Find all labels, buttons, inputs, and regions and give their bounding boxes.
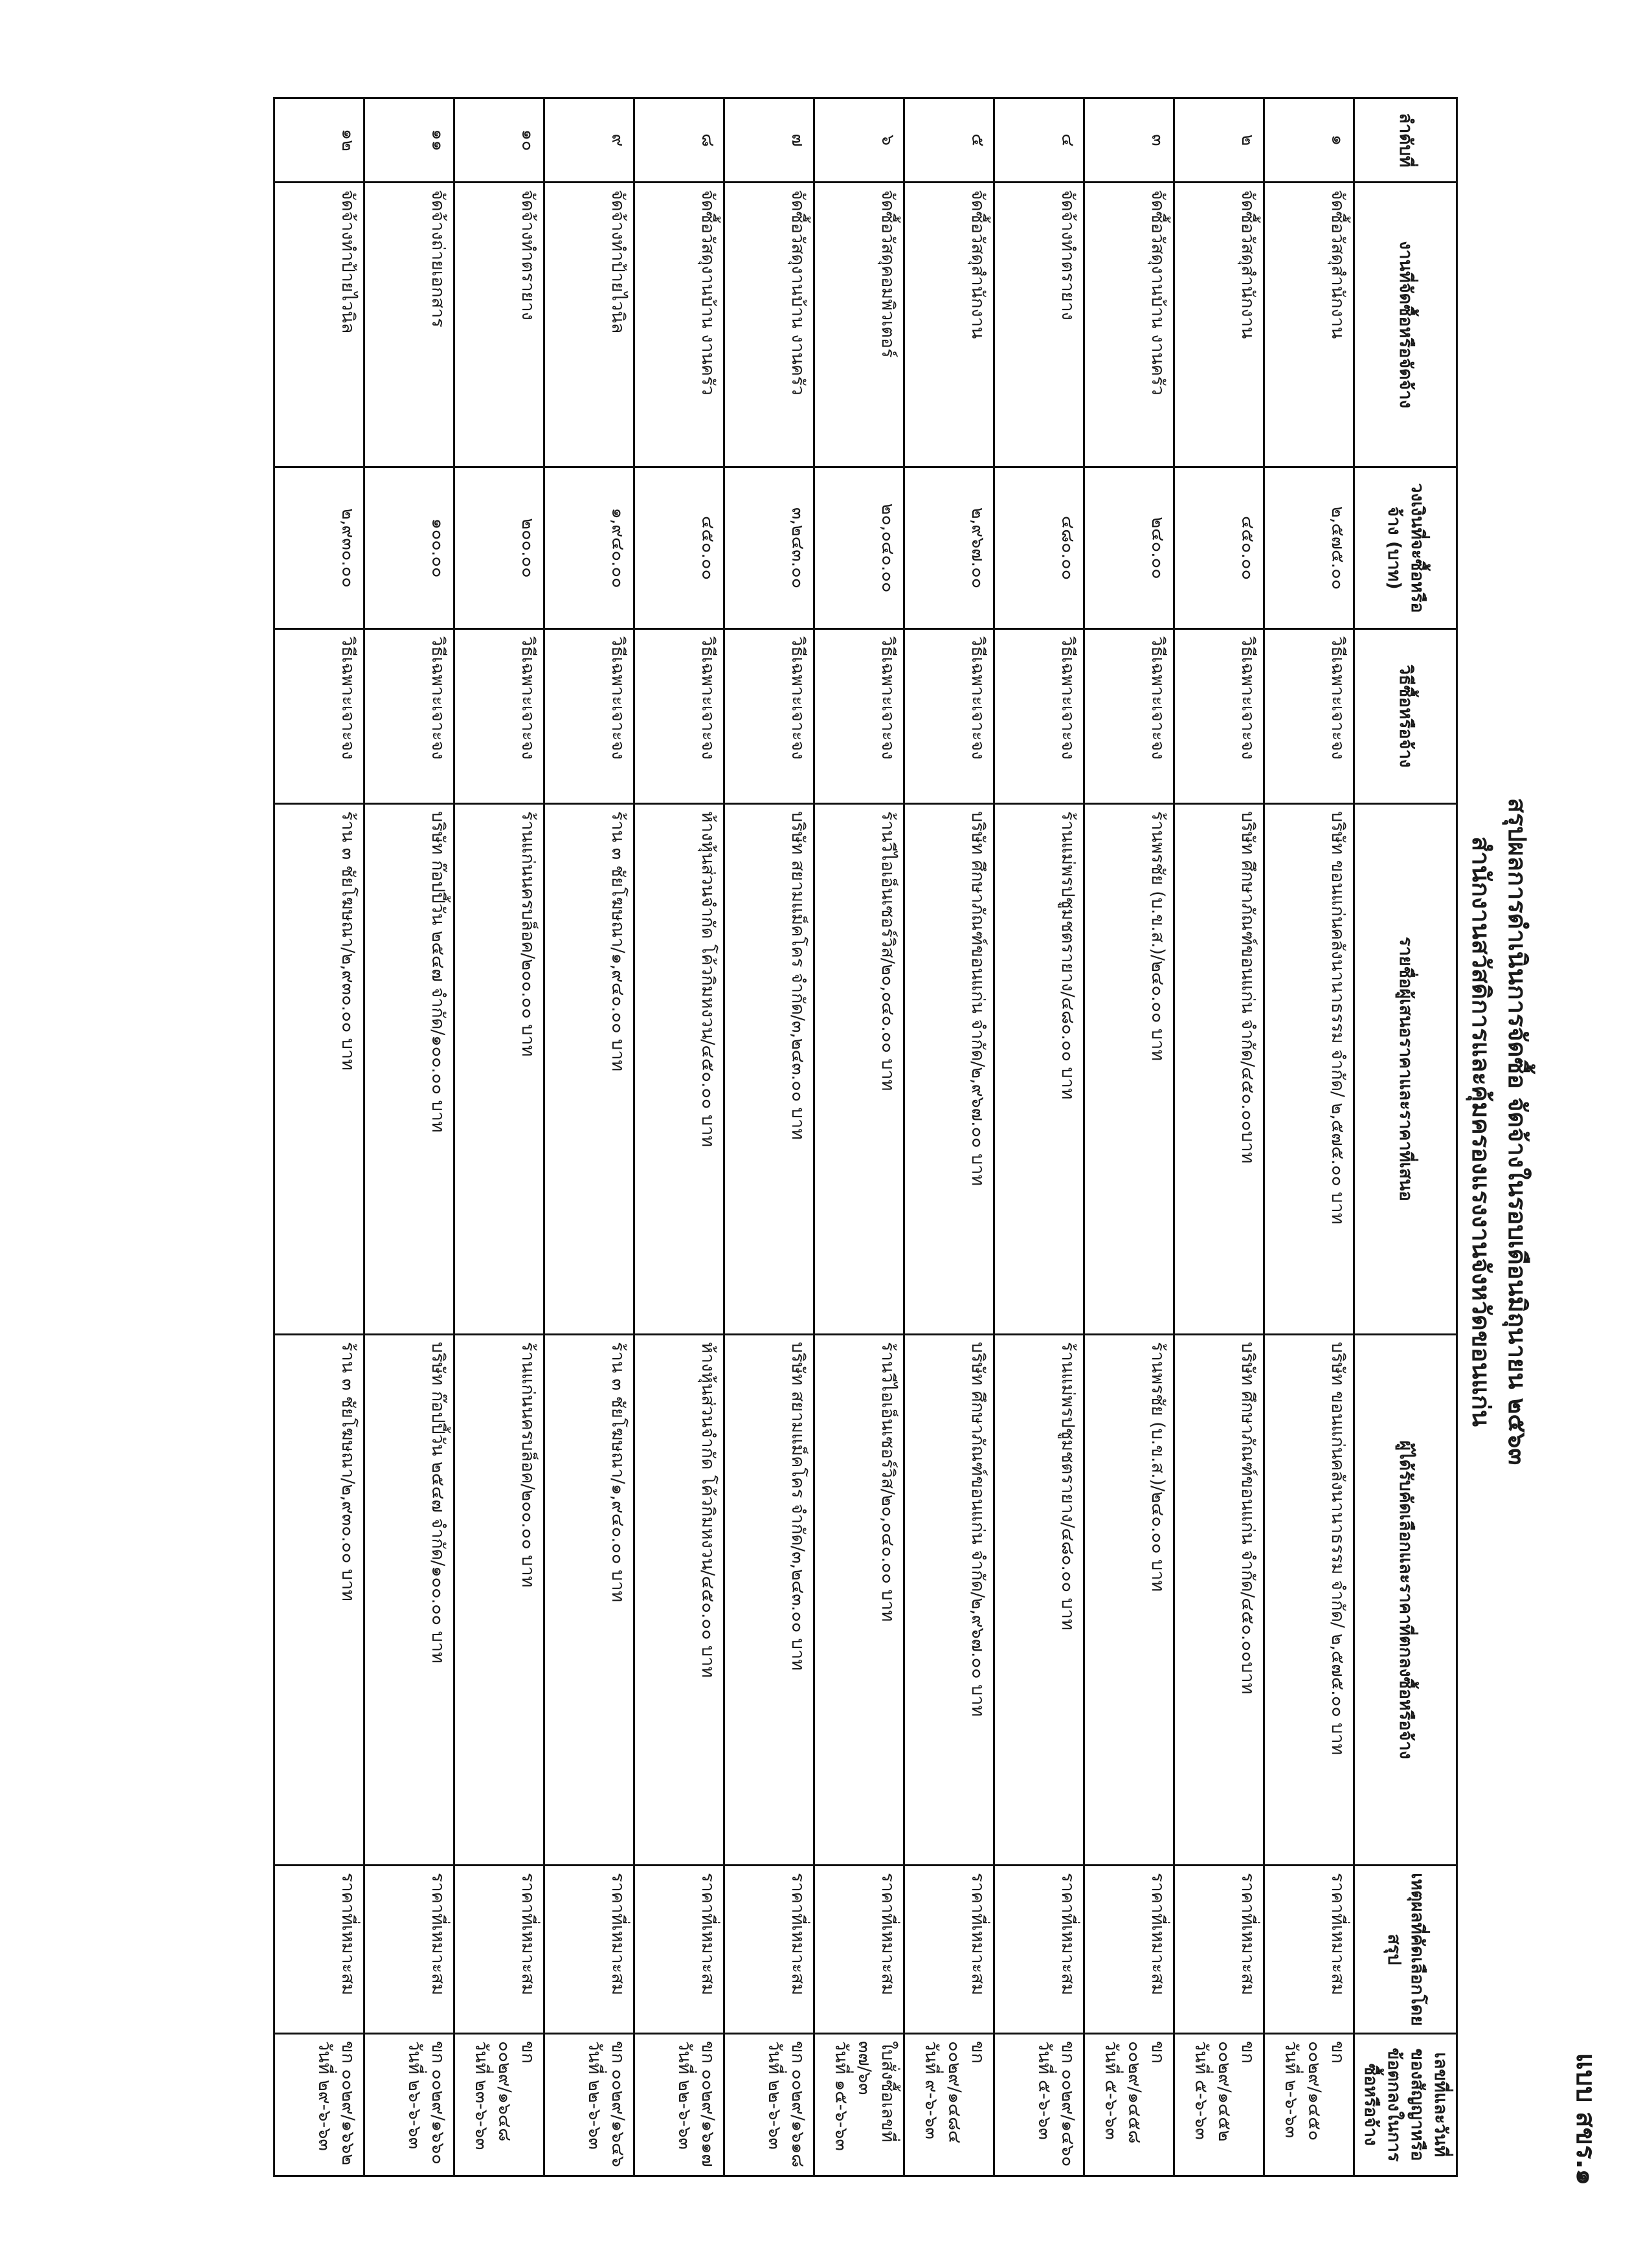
contract-cell — [1264, 2034, 1354, 2176]
procurement-method-cell: วิธีเฉพาะเจาะจง — [454, 629, 544, 804]
selection-reason-cell: ราคาที่เหมาะสม — [454, 1866, 544, 2034]
row-number-cell: ๗ — [724, 98, 814, 183]
contract-date: วันที่ ๒๓-๖-๖๓ — [471, 2041, 491, 2150]
contract-date: วันที่ ๒๒-๖-๖๓ — [585, 2041, 605, 2150]
table-row — [724, 98, 814, 2176]
table-row — [364, 98, 454, 2176]
selected-vendor-cell: บริษัท ขอนแก่นคลังนานาธรรม จำกัด/ ๒,๕๗๕.๐๐ บาท — [1264, 1335, 1354, 1866]
budget-cell: ๔๕๐.๐๐ — [1174, 467, 1264, 629]
row-number-cell: ๒ — [1174, 98, 1264, 183]
procurement-method-cell: วิธีเฉพาะเจาะจง — [364, 629, 454, 804]
selected-vendor-cell: บริษัท ก๊อปปี้วัน ๒๕๔๗ จำกัด/๑๐๐.๐๐ บาท — [364, 1335, 454, 1866]
selected-vendor-cell: บริษัท สยามแม็คโคร จำกัด/๓,๒๔๓.๐๐ บาท — [724, 1335, 814, 1866]
selection-reason-cell: ราคาที่เหมาะสม — [544, 1866, 634, 2034]
row-number-cell: ๑๐ — [454, 98, 544, 183]
table-row — [274, 98, 364, 2176]
budget-cell: ๒๐๐.๐๐ — [454, 467, 544, 629]
table-row — [904, 98, 994, 2176]
bidders-cell: บริษัท ก๊อปปี้วัน ๒๕๔๗ จำกัด/๑๐๐.๐๐ บาท — [364, 804, 454, 1335]
table-row — [544, 98, 634, 2176]
work-item-cell: จัดจ้างถ่ายเอกสาร — [364, 183, 454, 467]
work-item-cell: จัดซื้อวัสดุคอมพิวเตอร์ — [814, 183, 904, 467]
contract-number: ขก ๐๐๒๙/๑๖๔๘ — [495, 2041, 538, 2142]
contract-number: ขก ๐๐๒๙/๑๔๕๒ — [1214, 2041, 1258, 2142]
table-row — [994, 98, 1084, 2176]
header-work: งานที่จัดซื้อหรือจัดจ้าง — [1354, 183, 1457, 467]
row-number-cell: ๘ — [634, 98, 724, 183]
budget-cell: ๒,๙๓๐.๐๐ — [274, 467, 364, 629]
work-item-cell: จัดซื้อวัสดุสำนักงาน — [904, 183, 994, 467]
procurement-method-cell: วิธีเฉพาะเจาะจง — [994, 629, 1084, 804]
selected-vendor-cell: ร้านพรชัย (บ.ข.ส.)/๒๔๐.๐๐ บาท — [1084, 1335, 1174, 1866]
contract-cell — [274, 2034, 364, 2176]
budget-cell: ๑,๙๔๐.๐๐ — [544, 467, 634, 629]
table-row — [634, 98, 724, 2176]
procurement-method-cell: วิธีเฉพาะเจาะจง — [724, 629, 814, 804]
work-item-cell: จัดซื้อวัสดุงานบ้าน งานครัว — [634, 183, 724, 467]
budget-cell: ๔๘๐.๐๐ — [994, 467, 1084, 629]
contract-number: ขก ๐๐๒๙/๑๖๔๖ — [608, 2041, 628, 2167]
work-item-cell: จัดจ้างทำป้ายไวนิล — [274, 183, 364, 467]
selected-vendor-cell: ห้างหุ้นส่วนจำกัด โค้วกิมหงวน/๔๕๐.๐๐ บาท — [634, 1335, 724, 1866]
bidders-cell: ร้านแก่นนครบล็อค/๒๐๐.๐๐ บาท — [454, 804, 544, 1335]
selected-vendor-cell: ร้านแก่นนครบล็อค/๒๐๐.๐๐ บาท — [454, 1335, 544, 1866]
selected-vendor-cell: ร้าน ๓ ชัยโฆษณา/๑,๙๔๐.๐๐ บาท — [544, 1335, 634, 1866]
selection-reason-cell: ราคาที่เหมาะสม — [274, 1866, 364, 2034]
contract-date: วันที่ ๙-๖-๖๓ — [921, 2041, 941, 2139]
contract-cell — [634, 2034, 724, 2176]
contract-cell — [1174, 2034, 1264, 2176]
title-line-1: สรุปผลการดำเนินการจัดซื้อ จัดจ้างในรอบเดือนมิถุนายน ๒๕๖๓ — [1503, 797, 1532, 1466]
budget-cell: ๒,๕๗๕.๐๐ — [1264, 467, 1354, 629]
contract-cell — [904, 2034, 994, 2176]
row-number-cell: ๕ — [904, 98, 994, 183]
work-item-cell: จัดซื้อวัสดุสำนักงาน — [1264, 183, 1354, 467]
contract-date: วันที่ ๒๖-๖-๖๓ — [405, 2041, 425, 2150]
procurement-method-cell: วิธีเฉพาะเจาะจง — [1174, 629, 1264, 804]
selected-vendor-cell: บริษัท ศึกษาภัณฑ์ขอนแก่น จำกัด/๒,๙๖๗.๐๐ บาท — [904, 1335, 994, 1866]
header-bidders: รายชื่อผู้เสนอราคาและราคาที่เสนอ — [1354, 804, 1457, 1335]
budget-cell: ๓,๒๔๓.๐๐ — [724, 467, 814, 629]
work-item-cell: จัดซื้อวัสดุงานบ้าน งานครัว — [1084, 183, 1174, 467]
contract-date: วันที่ ๒๒-๖-๖๓ — [675, 2041, 695, 2150]
header-reason: เหตุผลที่คัดเลือกโดยสรุป — [1354, 1866, 1457, 2034]
table-header-row — [1354, 98, 1457, 2176]
header-budget: วงเงินที่จะซื้อหรือจ้าง (บาท) — [1354, 467, 1457, 629]
bidders-cell: บริษัท ขอนแก่นคลังนานาธรรม จำกัด/ ๒,๕๗๕.๐๐ บาท — [1264, 804, 1354, 1335]
row-number-cell: ๖ — [814, 98, 904, 183]
selected-vendor-cell: ร้านแม่พรปชูมชตรายาง/๔๘๐.๐๐ บาท — [994, 1335, 1084, 1866]
bidders-cell: ร้าน ๓ ชัยโฆษณา/๑,๙๔๐.๐๐ บาท — [544, 804, 634, 1335]
procurement-method-cell: วิธีเฉพาะเจาะจง — [634, 629, 724, 804]
table-row — [1174, 98, 1264, 2176]
header-contract: เลขที่และวันที่ของสัญญาหรือข้อตกลงในการซื้อหรือจ้าง — [1354, 2034, 1457, 2176]
budget-cell: ๒๐,๐๔๐.๐๐ — [814, 467, 904, 629]
work-item-cell: จัดจ้างทำตรายาง — [994, 183, 1084, 467]
title-line-2: สำนักงานสวัสดิการและคุ้มครองแรงงานจังหวัดขอนแก่น — [1467, 836, 1495, 1427]
row-number-cell: ๑๒ — [274, 98, 364, 183]
row-number-cell: ๔ — [994, 98, 1084, 183]
header-winner: ผู้ได้รับคัดเลือกและราคาที่ตกลงซื้อหรือจ้าง — [1354, 1335, 1457, 1866]
row-number-cell: ๑๑ — [364, 98, 454, 183]
contract-date: วันที่ ๒๙-๖-๖๓ — [315, 2041, 335, 2151]
contract-date: วันที่ ๑๕-๖-๖๓ — [831, 2041, 851, 2151]
contract-cell — [544, 2034, 634, 2176]
document-title — [1463, 0, 1535, 2263]
budget-cell: ๔๕๐.๐๐ — [634, 467, 724, 629]
procurement-method-cell: วิธีเฉพาะเจาะจง — [544, 629, 634, 804]
bidders-cell: ร้านพรชัย (บ.ข.ส.)/๒๔๐.๐๐ บาท — [1084, 804, 1174, 1335]
contract-cell — [364, 2034, 454, 2176]
contract-cell — [1084, 2034, 1174, 2176]
header-method: วิธีซื้อหรือจ้าง — [1354, 629, 1457, 804]
table-row — [1264, 98, 1354, 2176]
budget-cell: ๒๔๐.๐๐ — [1084, 467, 1174, 629]
contract-number: ขก ๐๐๒๙/๑๔๕๐ — [1304, 2041, 1348, 2141]
contract-number: ขก ๐๐๒๙/๑๖๑๗ — [698, 2041, 718, 2167]
contract-date: วันที่ ๕-๖-๖๓ — [1191, 2041, 1211, 2140]
table-row — [454, 98, 544, 2176]
bidders-cell: บริษัท ศึกษาภัณฑ์ขอนแก่น จำกัด/๒,๙๖๗.๐๐ บาท — [904, 804, 994, 1335]
bidders-cell: ร้านวีไอเอ็นเซอร์วิส/๒๐,๐๔๐.๐๐ บาท — [814, 804, 904, 1335]
header-no: ลำดับที่ — [1354, 98, 1457, 183]
selected-vendor-cell: บริษัท ศึกษาภัณฑ์ขอนแก่น จำกัด/๔๕๐.๐๐บาท — [1174, 1335, 1264, 1866]
selection-reason-cell: ราคาที่เหมาะสม — [364, 1866, 454, 2034]
contract-date: วันที่ ๒-๖-๖๓ — [1281, 2041, 1301, 2139]
contract-date: วันที่ ๕-๖-๖๓ — [1034, 2041, 1055, 2140]
row-number-cell: ๙ — [544, 98, 634, 183]
procurement-method-cell: วิธีเฉพาะเจาะจง — [1264, 629, 1354, 804]
table-row — [814, 98, 904, 2176]
contract-number: ขก ๐๐๒๙/๑๔๖๐ — [1058, 2041, 1078, 2167]
contract-number: ขก ๐๐๒๙/๑๔๕๘ — [1124, 2041, 1168, 2144]
selected-vendor-cell: ร้าน ๓ ชัยโฆษณา/๒,๙๓๐.๐๐ บาท — [274, 1335, 364, 1866]
selection-reason-cell: ราคาที่เหมาะสม — [724, 1866, 814, 2034]
procurement-method-cell: วิธีเฉพาะเจาะจง — [904, 629, 994, 804]
procurement-method-cell: วิธีเฉพาะเจาะจง — [274, 629, 364, 804]
bidders-cell: บริษัท ศึกษาภัณฑ์ขอนแก่น จำกัด/๔๕๐.๐๐บาท — [1174, 804, 1264, 1335]
budget-cell: ๑๐๐.๐๐ — [364, 467, 454, 629]
selection-reason-cell: ราคาที่เหมาะสม — [994, 1866, 1084, 2034]
row-number-cell: ๓ — [1084, 98, 1174, 183]
bidders-cell: ร้าน ๓ ชัยโฆษณา/๒,๙๓๐.๐๐ บาท — [274, 804, 364, 1335]
selection-reason-cell: ราคาที่เหมาะสม — [814, 1866, 904, 2034]
work-item-cell: จัดจ้างทำตรายาง — [454, 183, 544, 467]
selection-reason-cell: ราคาที่เหมาะสม — [1174, 1866, 1264, 2034]
procurement-method-cell: วิธีเฉพาะเจาะจง — [1084, 629, 1174, 804]
work-item-cell: จัดซื้อวัสดุงานบ้าน งานครัว — [724, 183, 814, 467]
selection-reason-cell: ราคาที่เหมาะสม — [1084, 1866, 1174, 2034]
bidders-cell: ห้างหุ้นส่วนจำกัด โค้วกิมหงวน/๔๕๐.๐๐ บาท — [634, 804, 724, 1335]
contract-cell — [724, 2034, 814, 2176]
procurement-method-cell: วิธีเฉพาะเจาะจง — [814, 629, 904, 804]
table-row — [1084, 98, 1174, 2176]
contract-number: ขก ๐๐๒๙/๑๔๘๔ — [944, 2041, 988, 2144]
contract-cell — [994, 2034, 1084, 2176]
contract-number: ขก ๐๐๒๙/๑๖๖๐ — [428, 2041, 448, 2165]
form-code: แบบ สขร.๑ — [1570, 2053, 1600, 2185]
selected-vendor-cell: ร้านวีไอเอ็นเซอร์วิส/๒๐,๐๔๐.๐๐ บาท — [814, 1335, 904, 1866]
contract-cell — [814, 2034, 904, 2176]
selection-reason-cell: ราคาที่เหมาะสม — [1264, 1866, 1354, 2034]
contract-date: วันที่ ๒๒-๖-๖๓ — [765, 2041, 785, 2150]
bidders-cell: บริษัท สยามแม็คโคร จำกัด/๓,๒๔๓.๐๐ บาท — [724, 804, 814, 1335]
budget-cell: ๒,๙๖๗.๐๐ — [904, 467, 994, 629]
table-body — [274, 98, 1354, 2176]
contract-cell — [454, 2034, 544, 2176]
contract-date: วันที่ ๕-๖-๖๓ — [1101, 2041, 1121, 2140]
contract-number: ขก ๐๐๒๙/๑๖๑๘ — [788, 2041, 808, 2168]
work-item-cell: จัดจ้างทำป้ายไวนิล — [544, 183, 634, 467]
work-item-cell: จัดซื้อวัสดุสำนักงาน — [1174, 183, 1264, 467]
selection-reason-cell: ราคาที่เหมาะสม — [634, 1866, 724, 2034]
contract-number: ใบสั่งซื้อเลขที่ ๓๗/๖๓ — [854, 2041, 898, 2143]
contract-number: ขก ๐๐๒๙/๑๖๖๒ — [338, 2041, 358, 2166]
row-number-cell: ๑ — [1264, 98, 1354, 183]
procurement-table — [273, 97, 1458, 2177]
bidders-cell: ร้านแม่พรปชูมชตรายาง/๔๘๐.๐๐ บาท — [994, 804, 1084, 1335]
selection-reason-cell: ราคาที่เหมาะสม — [904, 1866, 994, 2034]
